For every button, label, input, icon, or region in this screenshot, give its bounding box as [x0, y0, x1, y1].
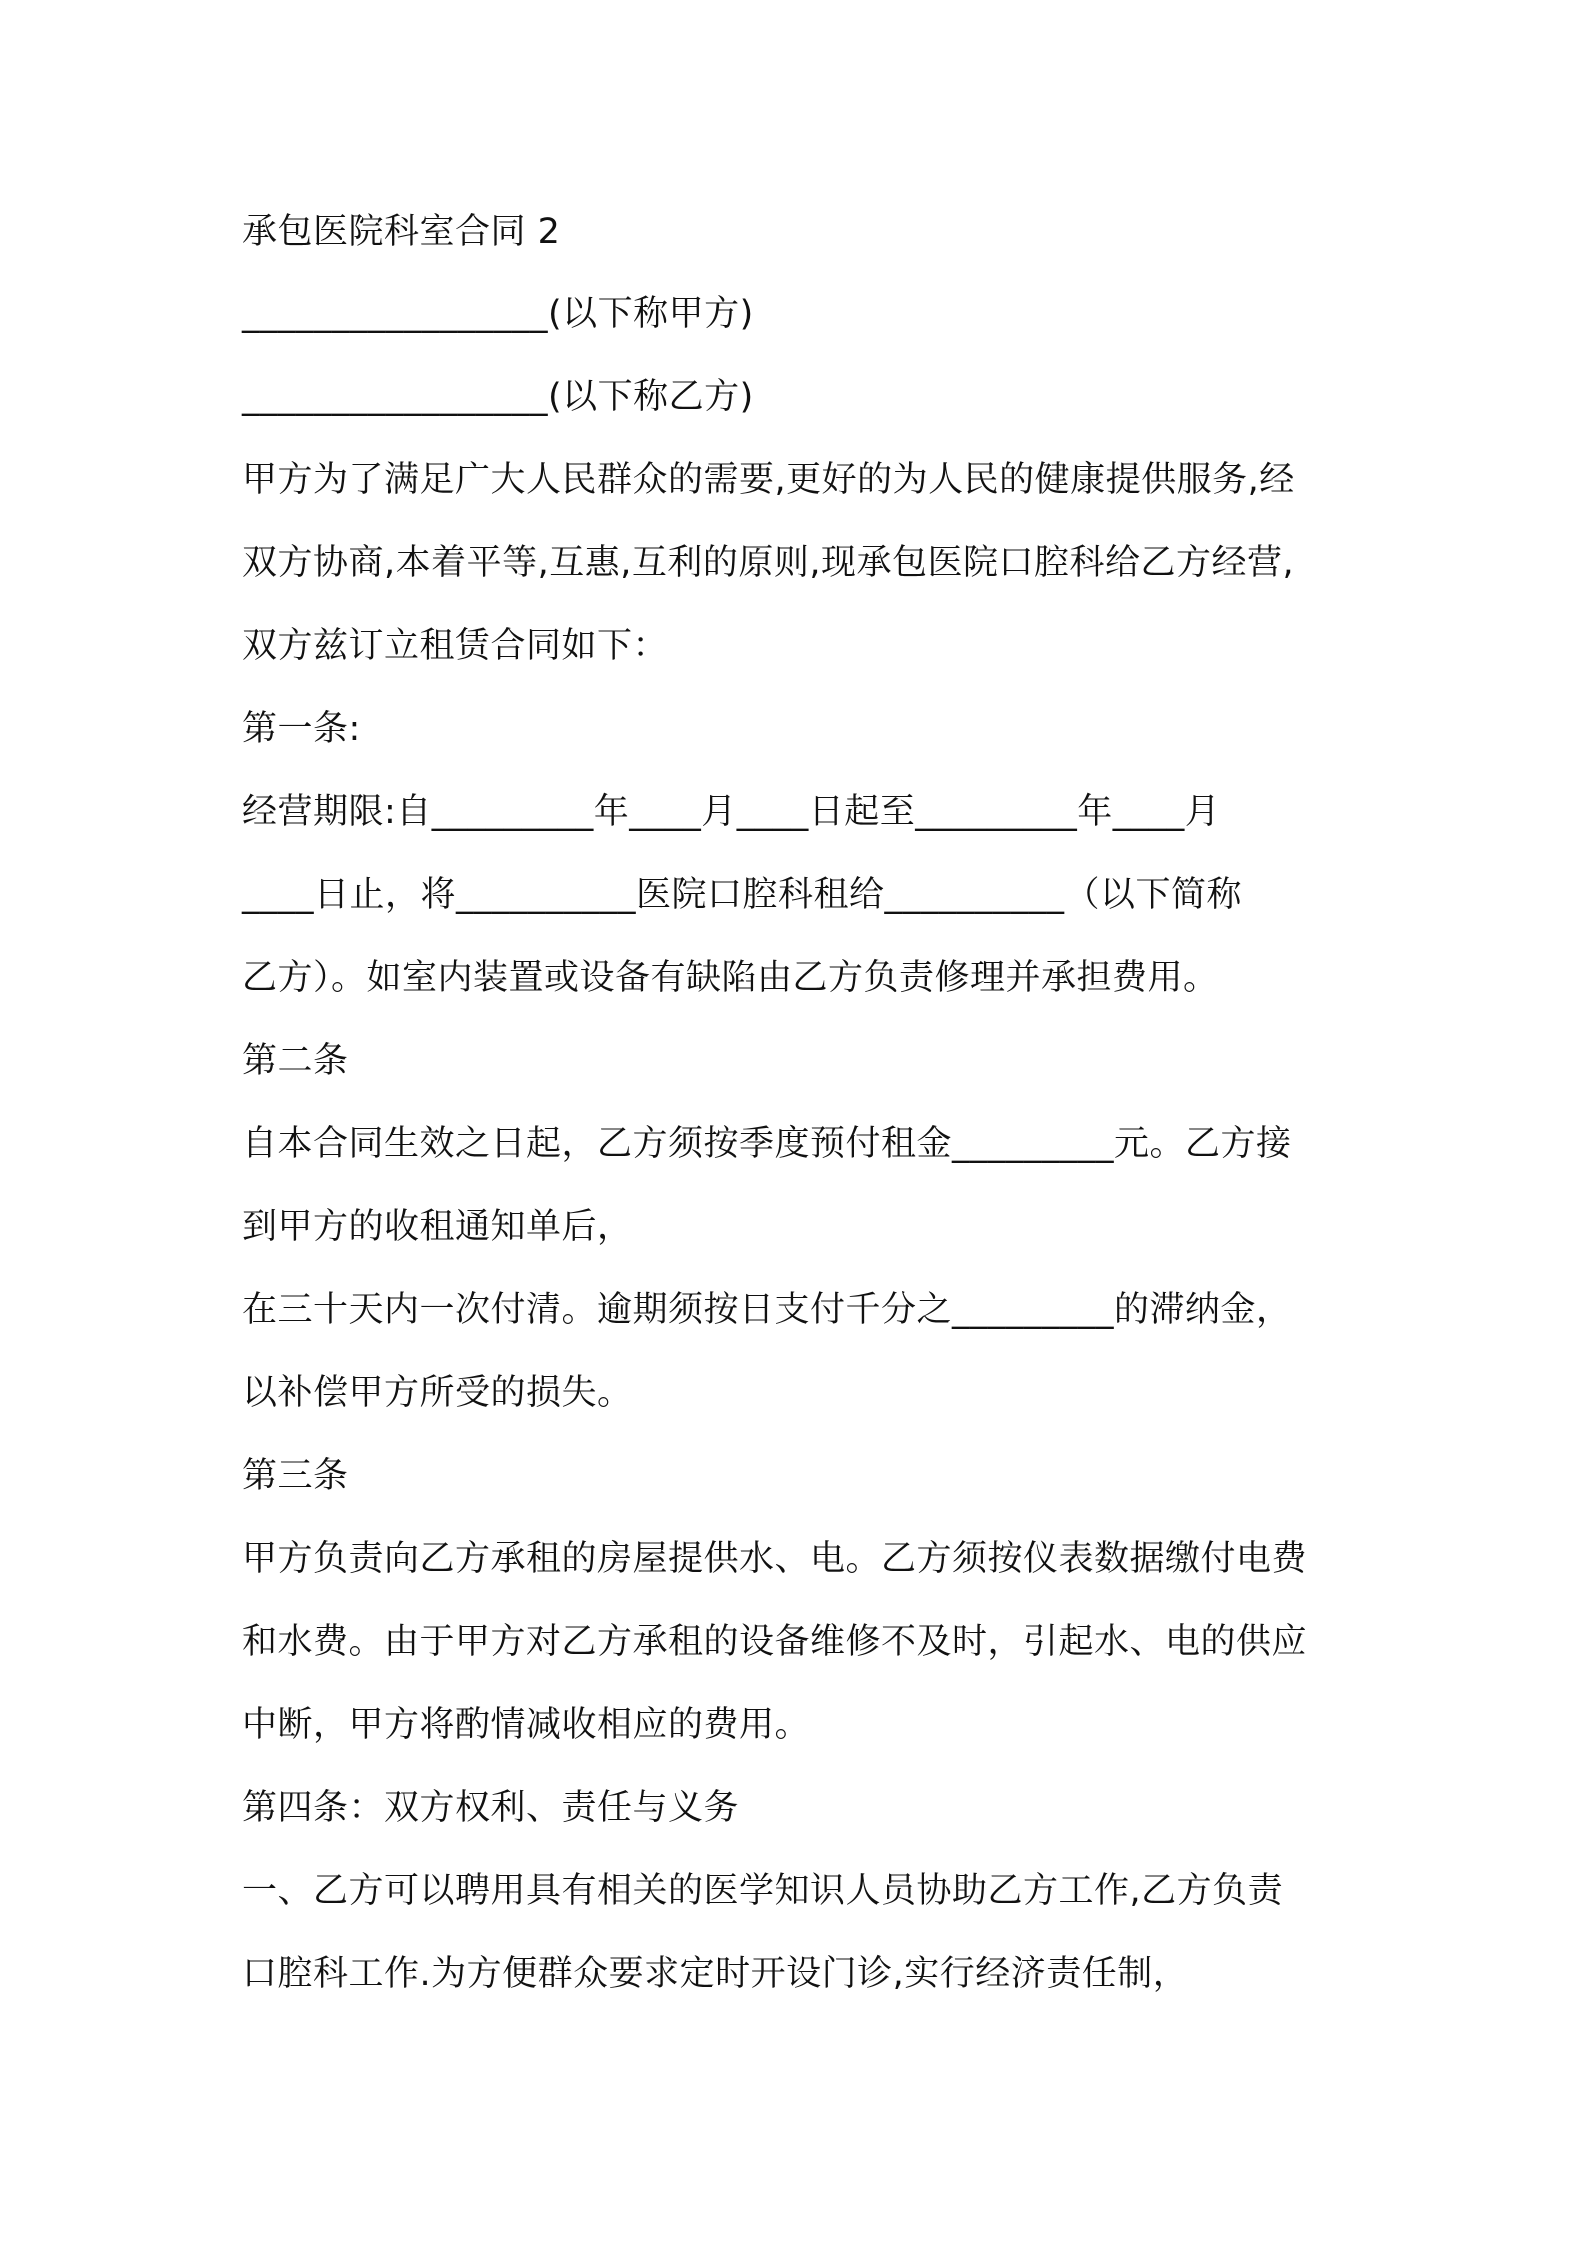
- body-line: 自本合同生效之日起，乙方须按季度预付租金_________元。乙方接: [242, 1124, 1292, 1164]
- body-line: 甲方负责向乙方承租的房屋提供水、电。乙方须按仪表数据缴付电费: [242, 1539, 1308, 1579]
- body-line: 乙方）。如室内装置或设备有缺陷由乙方负责修理并承担费用。: [242, 958, 1219, 998]
- body-line: 以补偿甲方所受的损失。: [242, 1373, 633, 1413]
- body-line: 到甲方的收租通知单后，: [242, 1207, 633, 1247]
- article-heading: 第二条: [242, 1041, 349, 1081]
- body-line: 中断，甲方将酌情减收相应的费用。: [242, 1705, 811, 1745]
- body-line: 经营期限:自_________年____月____日起至_________年____月: [242, 792, 1221, 832]
- body-line: 一、乙方可以聘用具有相关的医学知识人员协助乙方工作,乙方负责: [242, 1871, 1284, 1911]
- body-line: ____日止，将__________医院口腔科租给__________（以下简称: [242, 875, 1243, 915]
- party-b-line: _________________(以下称乙方): [242, 377, 754, 417]
- body-line: 双方兹订立租赁合同如下：: [242, 626, 669, 666]
- article-heading: 第三条: [242, 1456, 349, 1496]
- body-line: 和水费。由于甲方对乙方承租的设备维修不及时，引起水、电的供应: [242, 1622, 1308, 1662]
- article-heading: 第一条:: [242, 709, 361, 749]
- body-line: 双方协商,本着平等,互惠,互利的原则,现承包医院口腔科给乙方经营,: [242, 543, 1295, 583]
- document-title: 承包医院科室合同 2: [242, 212, 561, 252]
- body-line: 甲方为了满足广大人民群众的需要,更好的为人民的健康提供服务,经: [242, 460, 1295, 500]
- body-line: 口腔科工作.为方便群众要求定时开设门诊,实行经济责任制，: [242, 1954, 1189, 1994]
- body-line: 在三十天内一次付清。逾期须按日支付千分之_________的滞纳金，: [242, 1290, 1292, 1330]
- party-a-line: _________________(以下称甲方): [242, 294, 754, 334]
- article-heading: 第四条：双方权利、责任与义务: [242, 1788, 740, 1828]
